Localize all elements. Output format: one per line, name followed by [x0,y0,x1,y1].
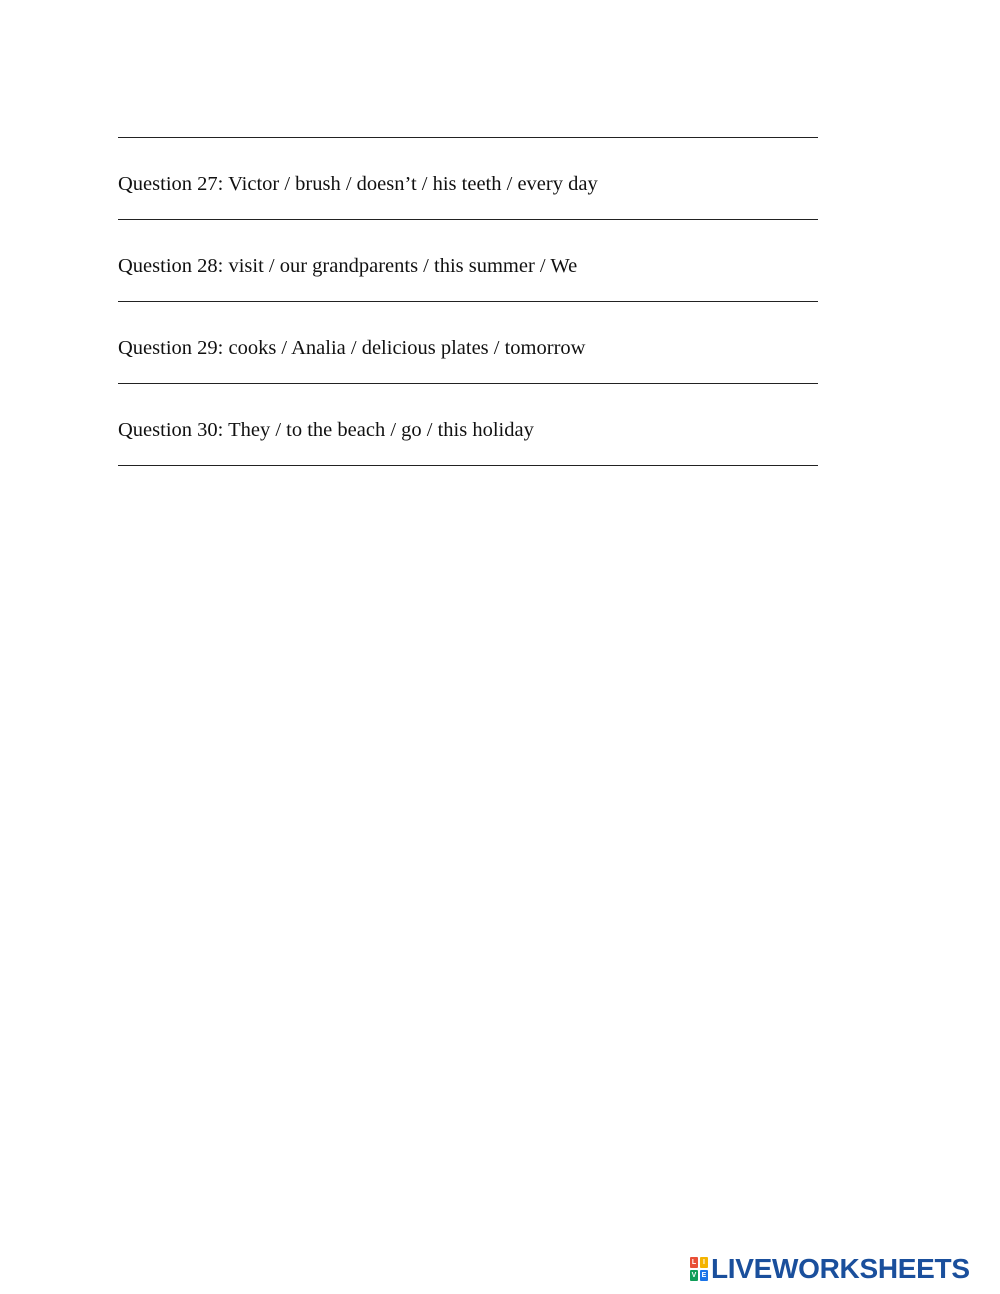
answer-line-28[interactable] [118,301,818,302]
logo-mark-cell: I [700,1257,708,1268]
answer-line-29[interactable] [118,383,818,384]
question-29: Question 29: cooks / Analia / delicious plates / tomorrow [118,337,586,359]
answer-line-30[interactable] [118,465,818,466]
question-28: Question 28: visit / our grandparents / this summer / We [118,255,578,277]
logo-mark-icon [690,1257,708,1281]
answer-line-27[interactable] [118,219,818,220]
logo-mark-cell: V [691,1272,697,1279]
answer-line-26[interactable] [118,137,818,138]
logo-mark-cell: L [691,1259,697,1266]
logo-text: LIVEWORKSHEETS [711,1253,970,1284]
logo-mark-cell: E [701,1272,707,1279]
question-30: Question 30: They / to the beach / go / this holiday [118,419,534,441]
question-27: Question 27: Victor / brush / doesn’t / his teeth / every day [118,173,598,195]
liveworksheets-logo [690,1254,970,1284]
